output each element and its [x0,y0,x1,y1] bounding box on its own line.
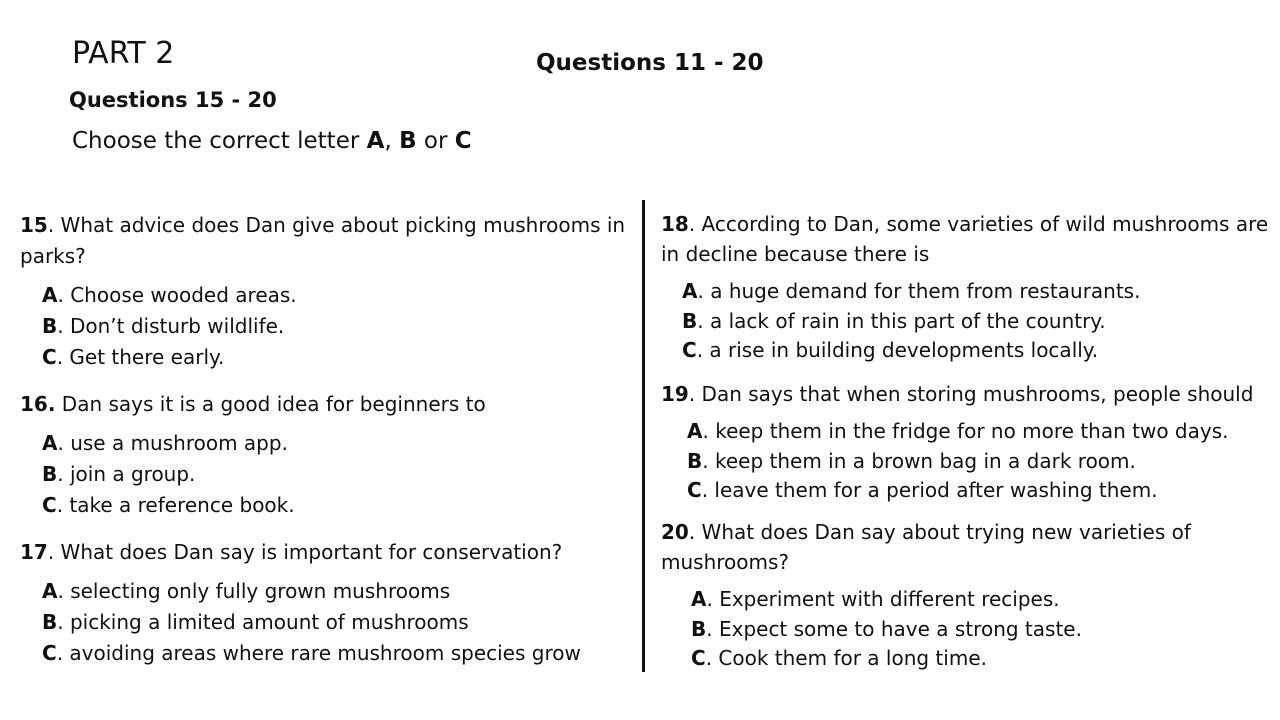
option-letter: A [42,283,58,307]
option-letter: C [682,338,697,362]
instruction-separator: or [416,128,455,154]
option-text: . keep them in the fridge for no more than two days. [702,419,1229,443]
question-stem: . What does Dan say about trying new varieties of mushrooms? [661,520,1191,574]
column-divider [642,200,645,672]
option-a[interactable] [42,576,632,607]
option-text: . a rise in building developments locally. [696,338,1099,362]
question-number: 16. [20,392,56,416]
option-letter: A [42,431,58,455]
question-number: 19 [661,382,689,406]
option-text: . Experiment with different recipes. [706,587,1060,611]
option-text: . a huge demand for them from restaurants. [697,279,1141,303]
option-text: . selecting only fully grown mushrooms [57,579,451,603]
option-letter: B [42,462,58,486]
option-b[interactable] [42,311,632,342]
option-letter: C [691,646,706,670]
option-letter: C [42,345,57,369]
question-stem: . What advice does Dan give about picking mushrooms in parks? [20,213,626,268]
option-text: . keep them in a brown bag in a dark room. [702,448,1136,473]
option-text: . Choose wooded areas. [57,283,297,307]
question-number: 20 [661,520,689,544]
question-stem: . According to Dan, some varieties of wild mushrooms are in decline because there is [661,212,1269,266]
option-text: . join a group. [57,462,196,486]
option-text: . a lack of rain in this part of the country. [697,308,1106,333]
question-number: 17 [20,540,48,564]
option-a[interactable] [42,280,632,311]
option-a[interactable] [691,585,1271,615]
options-list [661,585,1271,674]
option-b[interactable] [42,607,632,638]
question-20 [661,517,1271,674]
option-text: . Get there early. [56,345,225,369]
question-19 [661,379,1271,506]
option-text: . avoiding areas where rare mushroom species grow [56,641,581,665]
option-letter: C [42,641,57,665]
question-text [661,209,1271,269]
option-text: . Cook them for a long time. [705,646,987,670]
option-c[interactable] [691,644,1271,674]
option-c[interactable] [682,336,1271,366]
option-letter: C [42,493,57,517]
option-a[interactable] [682,277,1271,307]
option-letter: B [682,308,698,333]
option-letter: B [691,616,707,641]
option-text: . Expect some to have a strong taste. [706,616,1082,641]
options-list [661,417,1271,506]
question-stem: . What does Dan say is important for conservation? [47,540,563,564]
question-17 [20,537,632,669]
option-b[interactable] [691,615,1271,645]
instruction-text [72,128,472,154]
question-text [20,537,632,568]
option-text: . leave them for a period after washing them. [701,478,1158,502]
instruction-separator: , [384,128,400,154]
option-b[interactable] [682,307,1271,337]
instruction-prefix: Choose the correct letter [72,128,367,154]
option-c[interactable] [42,490,632,521]
option-letter: C [687,478,702,502]
option-b[interactable] [687,447,1271,477]
instruction-letter-c: C [454,128,472,154]
question-stem: . Dan says that when storing mushrooms, people should [688,382,1254,406]
instruction-letter-b: B [399,128,417,154]
options-list [20,280,632,373]
questions-range-heading: Questions 11 - 20 [536,50,764,76]
question-text [20,389,632,420]
options-list [20,428,632,521]
question-text [20,210,632,272]
question-15 [20,210,632,373]
question-number: 18 [661,212,689,236]
question-text [661,379,1271,409]
option-c[interactable] [42,638,632,669]
options-list [20,576,632,669]
option-letter: A [687,419,703,443]
option-letter: A [42,579,58,603]
instruction-letter-a: A [366,128,385,154]
question-18 [661,209,1271,366]
option-text: . take a reference book. [56,493,295,517]
option-a[interactable] [42,428,632,459]
question-number: 15 [20,213,48,237]
options-list [661,277,1271,366]
option-a[interactable] [687,417,1271,447]
option-c[interactable] [687,476,1271,506]
option-letter: B [42,610,58,634]
option-c[interactable] [42,342,632,373]
option-text: . use a mushroom app. [57,431,288,455]
part-title: PART 2 [72,36,175,71]
sub-range-heading: Questions 15 - 20 [69,88,277,112]
option-b[interactable] [42,459,632,490]
option-text: . picking a limited amount of mushrooms [57,610,469,634]
question-16 [20,389,632,521]
option-letter: A [691,587,707,611]
option-text: . Don’t disturb wildlife. [57,314,285,338]
question-stem: Dan says it is a good idea for beginners to [55,392,486,416]
option-letter: B [42,314,58,338]
option-letter: B [687,448,703,473]
option-letter: A [682,279,698,303]
question-text [661,517,1271,577]
